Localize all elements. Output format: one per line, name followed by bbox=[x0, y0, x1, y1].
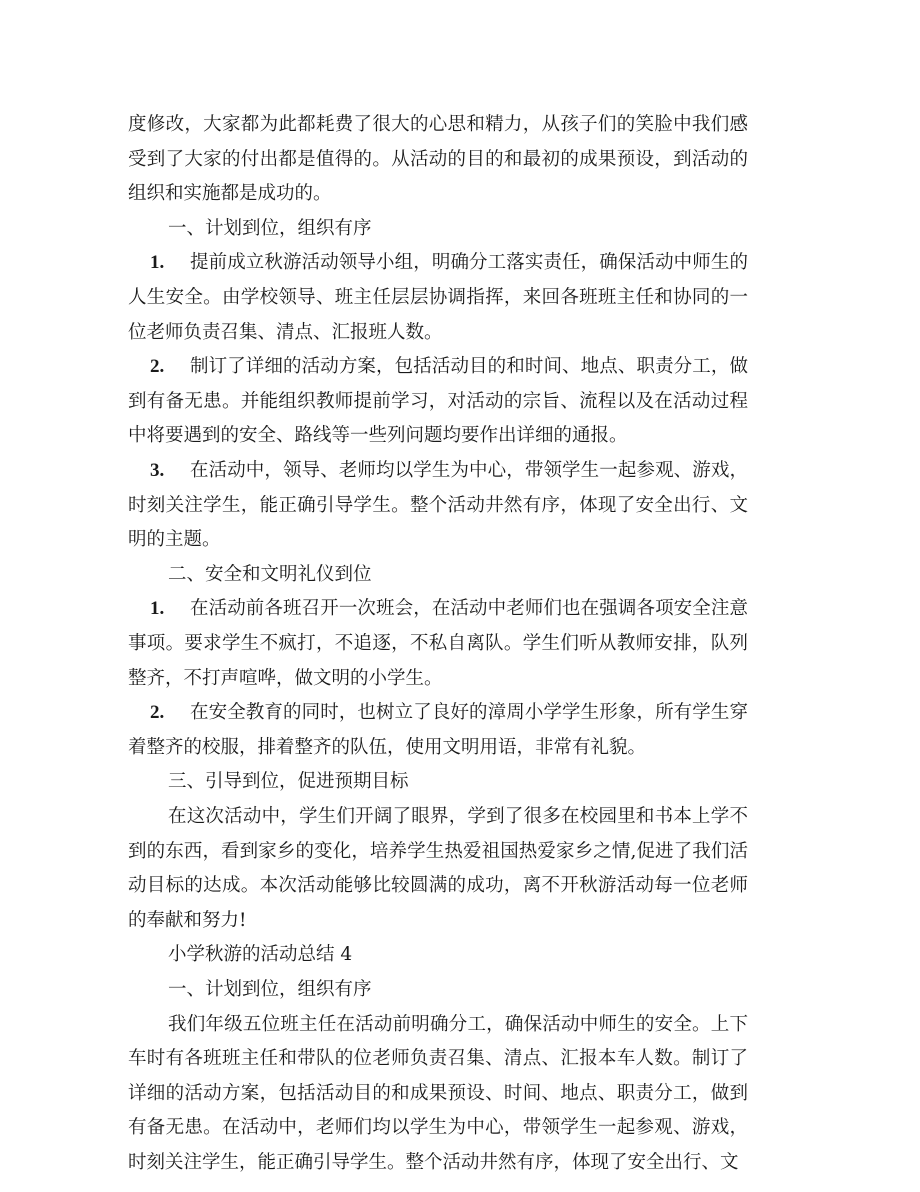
text-line: 制订了详细的活动方案，包括活动目的和时间、地点、职责分工，做 bbox=[190, 356, 749, 378]
text-line: 在活动前各班召开一次班会，在活动中老师们也在强调各项安全注意 bbox=[190, 598, 749, 620]
text-line: 时刻关注学生，能正确引导学生。整个活动井然有序，体现了安全出行、文 bbox=[128, 1151, 739, 1173]
text-line: 详细的活动方案，包括活动目的和成果预设、时间、地点、职责分工，做到 bbox=[128, 1082, 749, 1104]
text-line: 动目标的达成。本次活动能够比较圆满的成功，离不开秋游活动每一位老师 bbox=[128, 875, 749, 897]
text-line: 在活动中，领导、老师均以学生为中心，带领学生一起参观、游戏， bbox=[190, 460, 749, 481]
item-number: 2. bbox=[150, 356, 165, 378]
item-number: 3. bbox=[150, 460, 165, 481]
text-line: 位老师负责召集、清点、汇报班人数。 bbox=[128, 321, 443, 343]
item-number: 1. bbox=[150, 252, 165, 274]
text-line: 一、计划到位，组织有序 bbox=[168, 979, 372, 1000]
text-line: 提前成立秋游活动领导小组，明确分工落实责任，确保活动中师生的 bbox=[190, 252, 749, 274]
text-line: 组织和实施都是成功的。 bbox=[128, 183, 332, 205]
text-line: 车时有各班班主任和带队的位老师负责召集、清点、汇报本车人数。制订了 bbox=[128, 1048, 749, 1070]
text-line: 整齐，不打声喧哗，做文明的小学生。 bbox=[128, 667, 443, 689]
text-line: 三、引导到位，促进预期目标 bbox=[168, 771, 409, 793]
item-number: 2. bbox=[150, 702, 165, 724]
text-line: 明的主题。 bbox=[128, 529, 221, 551]
text-line: 人生安全。由学校领导、班主任层层协调指挥，来回各班班主任和协同的一 bbox=[128, 286, 749, 308]
text-line: 度修改，大家都为此都耗费了很大的心思和精力，从孩子们的笑脸中我们感 bbox=[128, 114, 749, 135]
text-line: 事项。要求学生不疯打，不追逐，不私自离队。学生们听从教师安排，队列 bbox=[128, 632, 749, 654]
text-line: 小学秋游的活动总结 4 bbox=[168, 944, 353, 966]
text-line: 二、安全和文明礼仪到位 bbox=[168, 563, 372, 585]
text-line: 着整齐的校服，排着整齐的队伍，使用文明用语，非常有礼貌。 bbox=[128, 736, 647, 758]
text-line: 到有备无患。并能组织教师提前学习，对活动的宗旨、流程以及在活动过程 bbox=[128, 390, 749, 412]
text-line: 有备无患。在活动中，老师们均以学生为中心，带领学生一起参观、游戏， bbox=[128, 1117, 749, 1139]
item-number: 1. bbox=[150, 598, 165, 620]
text-line: 受到了大家的付出都是值得的。从活动的目的和最初的成果预设，到活动的 bbox=[128, 148, 749, 170]
text-line: 到的东西，看到家乡的变化，培养学生热爱祖国热爱家乡之情,促进了我们活 bbox=[128, 840, 749, 862]
text-line: 在这次活动中，学生们开阔了眼界，学到了很多在校园里和书本上学不 bbox=[168, 806, 749, 827]
text-line: 一、计划到位，组织有序 bbox=[168, 217, 372, 239]
text-line: 在安全教育的同时，也树立了良好的漳周小学学生形象，所有学生穿 bbox=[190, 702, 749, 724]
text-line: 我们年级五位班主任在活动前明确分工，确保活动中师生的安全。上下 bbox=[168, 1013, 749, 1035]
text-line: 中将要遇到的安全、路线等一些列问题均要作出详细的通报。 bbox=[128, 425, 628, 447]
text-line: 的奉献和努力! bbox=[128, 909, 247, 931]
text-line: 时刻关注学生，能正确引导学生。整个活动井然有序，体现了安全出行、文 bbox=[128, 494, 749, 516]
